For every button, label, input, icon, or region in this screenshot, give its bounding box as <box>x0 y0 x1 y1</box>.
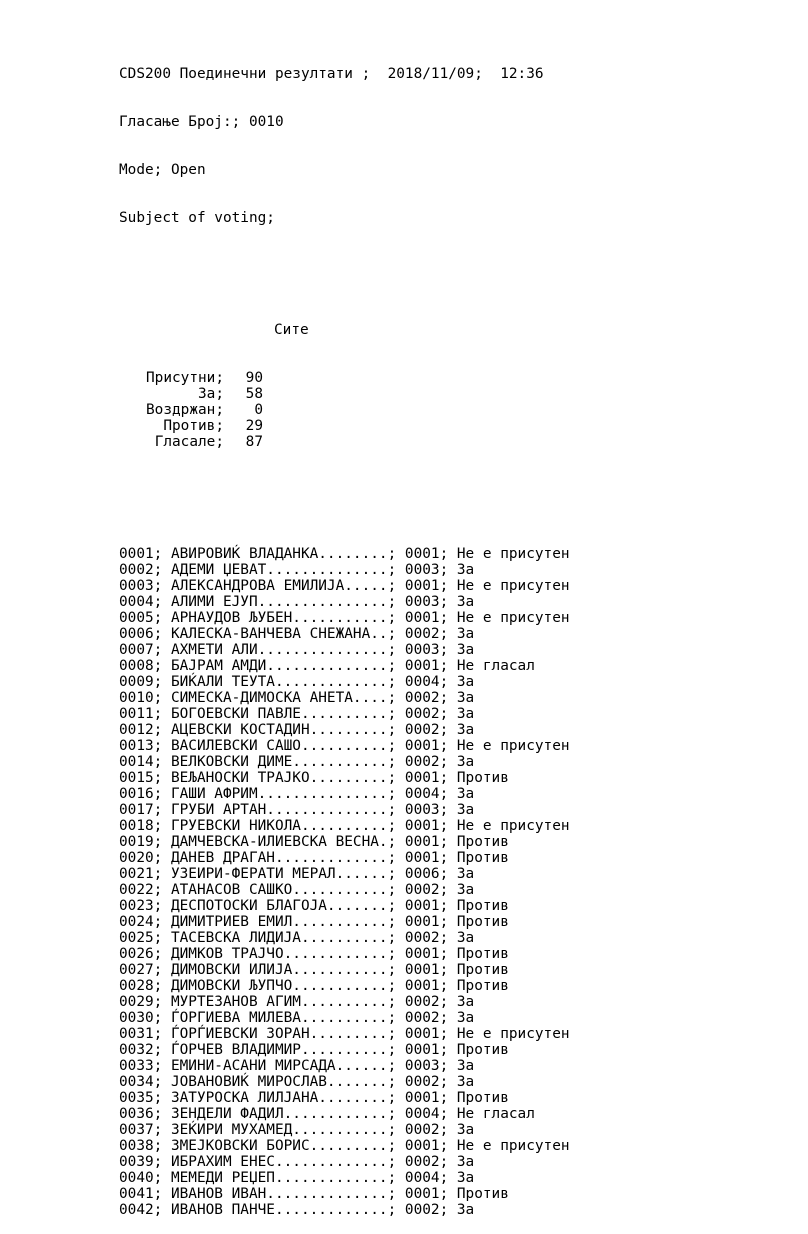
voter-row: 0042; ИВАНОВ ПАНЧЕ.............; 0002; За <box>119 1202 475 1218</box>
totals-value: 58 <box>245 386 263 402</box>
totals-value: 0 <box>254 402 263 418</box>
totals-value: 90 <box>245 370 263 386</box>
totals-row <box>119 386 570 402</box>
spacer <box>119 498 570 514</box>
voter-row: 0018; ГРУЕВСКИ НИКОЛА..........; 0001; Не е присутен <box>119 818 570 834</box>
voter-row: 0030; ЃОРГИЕВА МИЛЕВА..........; 0002; За <box>119 1010 475 1026</box>
totals-label: Присутни; <box>146 370 224 386</box>
totals-label: За; <box>198 386 224 402</box>
voter-row: 0032; ЃОРЧЕВ ВЛАДИМИР..........; 0001; Против <box>119 1042 509 1058</box>
voter-list <box>119 546 570 1218</box>
voter-row: 0038; ЗМЕЈКОВСКИ БОРИС.........; 0001; Не е присутен <box>119 1138 570 1154</box>
voter-row: 0005; АРНАУДОВ ЉУБЕН...........; 0001; Не е присутен <box>119 610 570 626</box>
voter-row: 0003; АЛЕКСАНДРОВА ЕМИЛИЈА.....; 0001; Не е присутен <box>119 578 570 594</box>
voter-row: 0035; ЗАТУРОСКА ЛИЛЈАНА........; 0001; Против <box>119 1090 509 1106</box>
totals-label: Гласале; <box>154 434 224 450</box>
voter-row: 0028; ДИМОВСКИ ЉУПЧО...........; 0001; Против <box>119 978 509 994</box>
voter-row: 0010; СИМЕСКА-ДИМОСКА АНЕТА....; 0002; За <box>119 690 475 706</box>
voter-row: 0020; ДАНЕВ ДРАГАН.............; 0001; Против <box>119 850 509 866</box>
totals-row <box>119 370 570 386</box>
subject-line: Subject of voting; <box>119 210 275 226</box>
voter-row: 0040; МЕМЕДИ РЕЏЕП.............; 0004; За <box>119 1170 475 1186</box>
voter-row: 0021; УЗЕИРИ-ФЕРАТИ МЕРАЛ......; 0006; За <box>119 866 475 882</box>
vote-number-line: Гласање Број:; 0010 <box>119 114 284 130</box>
spacer <box>119 258 570 274</box>
voter-row: 0015; ВЕЉАНОСКИ ТРАЈКО.........; 0001; Против <box>119 770 509 786</box>
voter-row: 0004; АЛИМИ ЕЈУП...............; 0003; За <box>119 594 475 610</box>
voter-row: 0013; ВАСИЛЕВСКИ САШО..........; 0001; Не е присутен <box>119 738 570 754</box>
totals-label: Против; <box>163 418 224 434</box>
voter-row: 0014; ВЕЛКОВСКИ ДИМЕ...........; 0002; За <box>119 754 475 770</box>
voter-row: 0017; ГРУБИ АРТАН..............; 0003; За <box>119 802 475 818</box>
voter-row: 0034; ЈОВАНОВИЌ МИРОСЛАВ.......; 0002; За <box>119 1074 475 1090</box>
voter-row: 0029; МУРТЕЗАНОВ АГИМ..........; 0002; За <box>119 994 475 1010</box>
voter-row: 0009; БИЌАЛИ ТЕУТА.............; 0004; За <box>119 674 475 690</box>
voter-row: 0027; ДИМОВСКИ ИЛИЈА...........; 0001; Против <box>119 962 509 978</box>
voter-row: 0008; БАЈРАМ АМДИ..............; 0001; Не гласал <box>119 658 535 674</box>
totals-value: 29 <box>245 418 263 434</box>
voter-row: 0012; АЦЕВСКИ КОСТАДИН.........; 0002; За <box>119 722 475 738</box>
totals-row <box>119 434 570 450</box>
voter-row: 0007; АХМЕТИ АЛИ...............; 0003; За <box>119 642 475 658</box>
totals-column-header: Сите <box>274 322 309 338</box>
voter-row: 0033; ЕМИНИ-АСАНИ МИРСАДА......; 0003; За <box>119 1058 475 1074</box>
voter-row: 0002; АДЕМИ ЏЕВАТ..............; 0003; За <box>119 562 475 578</box>
voter-row: 0016; ГАШИ АФРИМ...............; 0004; За <box>119 786 475 802</box>
voter-row: 0019; ДАМЧЕВСКА-ИЛИЕВСКА ВЕСНА.; 0001; Против <box>119 834 509 850</box>
voter-row: 0036; ЗЕНДЕЛИ ФАДИЛ............; 0004; Не гласал <box>119 1106 535 1122</box>
voter-row: 0006; КАЛЕСКА-ВАНЧЕВА СНЕЖАНА..; 0002; За <box>119 626 475 642</box>
voter-row: 0041; ИВАНОВ ИВАН..............; 0001; Против <box>119 1186 509 1202</box>
mode-line: Mode; Open <box>119 162 206 178</box>
voter-row: 0011; БОГОЕВСКИ ПАВЛЕ..........; 0002; За <box>119 706 475 722</box>
voter-row: 0024; ДИМИТРИЕВ ЕМИЛ...........; 0001; Против <box>119 914 509 930</box>
totals-block <box>119 370 570 450</box>
voter-row: 0025; ТАСЕВСКА ЛИДИЈА..........; 0002; За <box>119 930 475 946</box>
voter-row: 0039; ИБРАХИМ ЕНЕС.............; 0002; За <box>119 1154 475 1170</box>
voter-row: 0001; АВИРОВИЌ ВЛАДАНКА........; 0001; Не е присутен <box>119 546 570 562</box>
voter-row: 0023; ДЕСПОТОСКИ БЛАГОЈА.......; 0001; Против <box>119 898 509 914</box>
vote-report <box>119 34 570 1234</box>
totals-label: Воздржан; <box>146 402 224 418</box>
voter-row: 0026; ДИМКОВ ТРАЈЧО............; 0001; Против <box>119 946 509 962</box>
voter-row: 0022; АТАНАСОВ САШКО...........; 0002; За <box>119 882 475 898</box>
voter-row: 0031; ЃОРЃИЕВСКИ ЗОРАН.........; 0001; Не е присутен <box>119 1026 570 1042</box>
totals-value: 87 <box>245 434 263 450</box>
totals-row <box>119 418 570 434</box>
voter-row: 0037; ЗЕЌИРИ МУХАМЕД...........; 0002; За <box>119 1122 475 1138</box>
totals-row <box>119 402 570 418</box>
report-title-line: CDS200 Поединечни резултати ; 2018/11/09; 12:36 <box>119 66 544 82</box>
